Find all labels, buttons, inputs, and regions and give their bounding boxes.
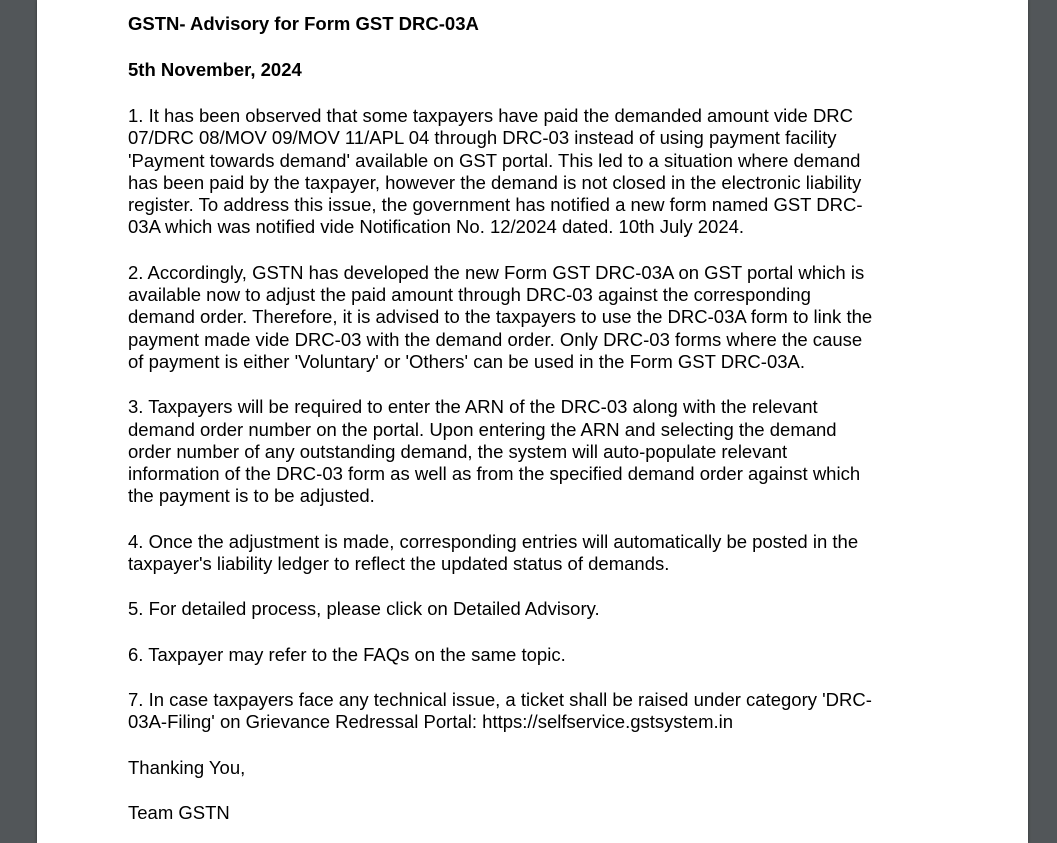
spacer — [128, 575, 958, 598]
document-date: 5th November, 2024 — [128, 59, 302, 80]
spacer — [128, 81, 958, 105]
paragraph-1: 1. It has been observed that some taxpayers have paid the demanded amount vide DRC 07/DRC 08/MOV 09/MOV 11/APL 04 through DRC-03 instead of using payment facility 'Payment towards demand' available on GST portal. This led to a situation where demand has been paid by the taxpayer, however the demand is not closed in the electronic liability register. To address this issue, the government has notified a new form named GST DRC- 03A which was notified vide Notification No. 12/2024 dated. 10th July 2024. — [128, 105, 863, 238]
closing-thanks: Thanking You, — [128, 756, 246, 778]
paragraph-4: 4. Once the adjustment is made, corresponding entries will automatically be posted in the taxpayer's liability ledger to reflect the updated status of demands. — [128, 530, 859, 575]
spacer — [128, 373, 958, 396]
paragraph-7: 7. In case taxpayers face any technical issue, a ticket shall be raised under category 'DRC- 03A-Filing' on Grievance Redressal Portal: https://selfservice.gstsystem.in — [128, 688, 872, 733]
spacer — [128, 621, 958, 644]
spacer — [128, 734, 958, 757]
paragraph-3: 3. Taxpayers will be required to enter the ARN of the DRC-03 along with the relevant demand order number on the portal. Upon entering the ARN and selecting the demand order number of any outstanding demand, the system will auto-populate relevant information of the DRC-03 form as well as from the specified demand order against which the payment is to be adjusted. — [128, 396, 861, 507]
signature-team: Team GSTN — [128, 801, 230, 823]
spacer — [128, 508, 958, 531]
document-content — [128, 13, 958, 824]
paragraph-2: 2. Accordingly, GSTN has developed the new Form GST DRC-03A on GST portal which is available now to adjust the paid amount through DRC-03 against the corresponding demand order. Therefore, it is advised to the taxpayers to use the DRC-03A form to link the payment made vide DRC-03 with the demand order. Only DRC-03 forms where the cause of payment is either 'Voluntary' or 'Others' can be used in the Form GST DRC-03A. — [128, 261, 873, 372]
document-page — [37, 0, 1028, 843]
document-title: GSTN- Advisory for Form GST DRC-03A — [128, 13, 479, 34]
paragraph-5: 5. For detailed process, please click on Detailed Advisory. — [128, 598, 600, 620]
spacer — [128, 239, 958, 262]
spacer — [128, 666, 958, 689]
paragraph-6: 6. Taxpayer may refer to the FAQs on the same topic. — [128, 643, 566, 665]
spacer — [128, 779, 958, 802]
